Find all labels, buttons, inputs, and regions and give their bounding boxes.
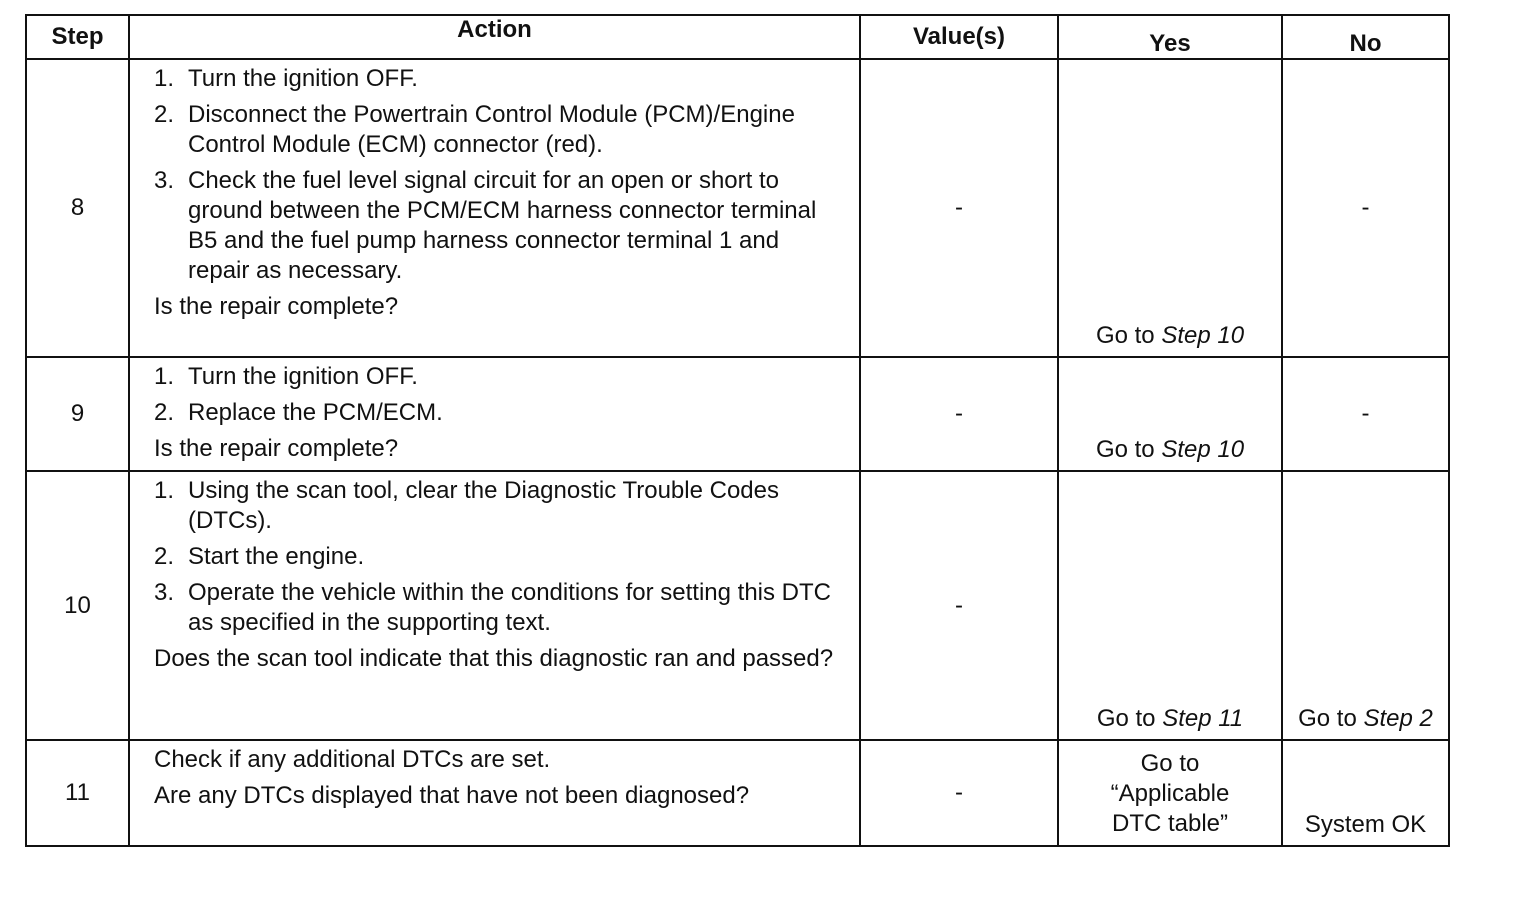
no-step-ref: Step 2	[1363, 705, 1433, 732]
action-step	[154, 166, 841, 286]
action-question: Does the scan tool indicate that this diagnostic ran and passed?	[154, 645, 834, 672]
yes-text: Go to “Applicable DTC table”	[1110, 750, 1230, 837]
yes-cell	[1058, 471, 1282, 740]
action-cell	[129, 471, 860, 740]
step-text: Replace the PCM/ECM.	[188, 399, 443, 426]
no-text: System OK	[1304, 811, 1427, 838]
value-cell: -	[860, 740, 1058, 846]
no-text: -	[1361, 400, 1370, 427]
value-cell: -	[860, 59, 1058, 357]
step-index: 2.	[154, 399, 175, 426]
no-prefix: Go to	[1298, 705, 1364, 732]
step-index: 1.	[154, 363, 175, 390]
yes-step-ref: Step 11	[1162, 705, 1244, 732]
header-value: Value(s)	[860, 15, 1058, 59]
step-index: 2.	[154, 543, 175, 570]
value-cell: -	[860, 471, 1058, 740]
step-text: Check the fuel level signal circuit for an open or short to ground between the PCM/ECM harness connector terminal B5 and the fuel pump harness connector terminal 1 and repair as necessary.	[188, 167, 817, 284]
action-question: Are any DTCs displayed that have not been diagnosed?	[154, 782, 750, 809]
step-text: Turn the ignition OFF.	[188, 65, 418, 92]
yes-prefix: Go to	[1095, 322, 1162, 349]
step-number: 9	[26, 357, 129, 471]
yes-cell	[1058, 740, 1282, 846]
table-row	[26, 357, 1449, 471]
header-step: Step	[26, 15, 129, 59]
action-step	[154, 362, 841, 392]
step-index: 1.	[154, 477, 175, 504]
action-step	[154, 398, 841, 428]
header-no: No	[1282, 15, 1449, 59]
action-cell	[129, 357, 860, 471]
step-text: Start the engine.	[188, 543, 365, 570]
step-number: 11	[26, 740, 129, 846]
table-row	[26, 59, 1449, 357]
step-number: 10	[26, 471, 129, 740]
action-question: Is the repair complete?	[154, 435, 399, 462]
step-index: 3.	[154, 167, 175, 194]
action-line: Check if any additional DTCs are set.	[154, 746, 551, 773]
no-cell	[1282, 59, 1449, 357]
no-cell	[1282, 471, 1449, 740]
action-step	[154, 578, 841, 638]
step-text: Using the scan tool, clear the Diagnostic Trouble Codes (DTCs).	[188, 477, 779, 534]
step-index: 3.	[154, 579, 175, 606]
table-row	[26, 740, 1449, 846]
action-cell	[129, 59, 860, 357]
no-text: -	[1361, 194, 1370, 221]
step-text: Operate the vehicle within the conditions for setting this DTC as specified in the supporting text.	[188, 579, 831, 636]
yes-cell	[1058, 59, 1282, 357]
step-index: 1.	[154, 65, 175, 92]
diagnostic-table	[25, 14, 1450, 847]
yes-step-ref: Step 10	[1161, 322, 1245, 349]
action-step	[154, 100, 841, 160]
value-cell: -	[860, 357, 1058, 471]
header-row	[26, 15, 1449, 59]
step-text: Turn the ignition OFF.	[188, 363, 418, 390]
step-index: 2.	[154, 101, 175, 128]
table-row	[26, 471, 1449, 740]
yes-cell	[1058, 357, 1282, 471]
header-yes: Yes	[1058, 15, 1282, 59]
action-step	[154, 64, 841, 94]
no-cell	[1282, 740, 1449, 846]
yes-step-ref: Step 10	[1161, 436, 1245, 463]
no-cell	[1282, 357, 1449, 471]
action-step	[154, 476, 841, 536]
yes-prefix: Go to	[1096, 705, 1163, 732]
action-cell	[129, 740, 860, 846]
step-text: Disconnect the Powertrain Control Module (PCM)/Engine Control Module (ECM) connector (red).	[188, 101, 795, 158]
yes-prefix: Go to	[1095, 436, 1162, 463]
step-number: 8	[26, 59, 129, 357]
action-question: Is the repair complete?	[154, 293, 399, 320]
header-action: Action	[129, 15, 860, 59]
action-step	[154, 542, 841, 572]
